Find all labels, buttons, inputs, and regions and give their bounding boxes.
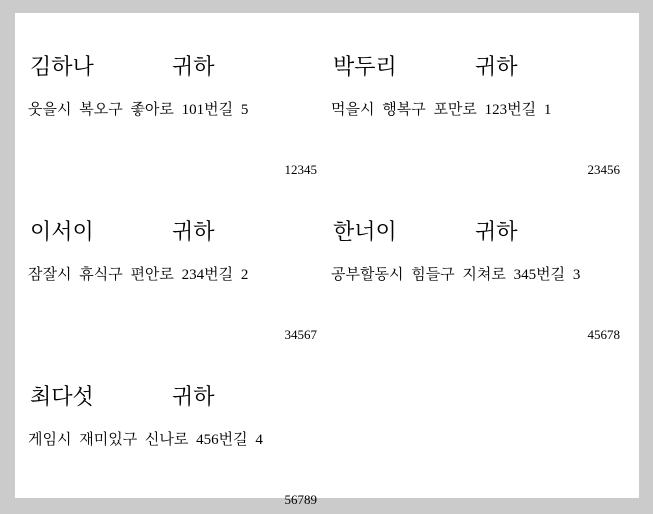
address-label-1 xyxy=(15,13,327,178)
honorific-label: 귀하 xyxy=(475,54,518,79)
recipient-name: 최다섯 xyxy=(30,384,94,409)
honorific-label: 귀하 xyxy=(172,384,215,409)
postal-code: 56789 xyxy=(284,492,317,507)
recipient-name: 한너이 xyxy=(333,219,397,244)
honorific-label: 귀하 xyxy=(172,219,215,244)
postal-code: 45678 xyxy=(587,327,620,342)
recipient-address: 웃을시 복오구 좋아로 101번길 5 xyxy=(28,102,249,118)
honorific-label: 귀하 xyxy=(475,219,518,244)
address-label-3 xyxy=(15,178,327,343)
recipient-name: 김하나 xyxy=(30,54,94,79)
recipient-address: 먹을시 행복구 포만로 123번길 1 xyxy=(331,102,552,118)
postal-code: 23456 xyxy=(587,162,620,177)
recipient-name: 박두리 xyxy=(333,54,397,79)
recipient-name: 이서이 xyxy=(30,219,94,244)
postal-code: 34567 xyxy=(284,327,317,342)
document-page xyxy=(15,13,639,507)
recipient-address: 게임시 재미있구 신나로 456번길 4 xyxy=(28,432,263,448)
honorific-label: 귀하 xyxy=(172,54,215,79)
address-label-2 xyxy=(318,13,630,178)
address-label-5 xyxy=(15,343,327,508)
address-label-4 xyxy=(318,178,630,343)
recipient-address: 공부할동시 힘들구 지쳐로 345번길 3 xyxy=(331,267,581,283)
postal-code: 12345 xyxy=(284,162,317,177)
recipient-address: 잠잘시 휴식구 편안로 234번길 2 xyxy=(28,267,249,283)
